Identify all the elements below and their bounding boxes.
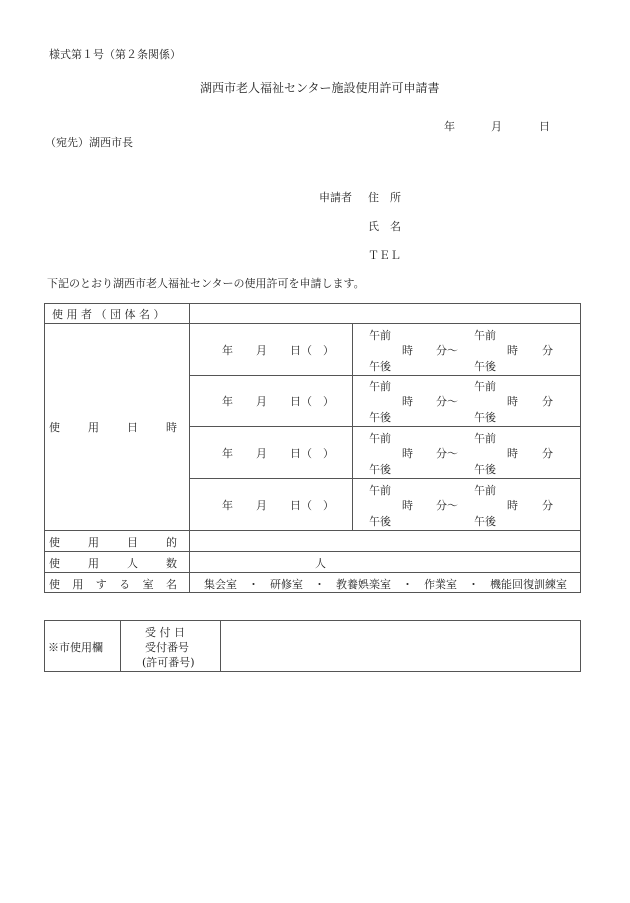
receipt-number-label: 受付番号 <box>145 641 189 654</box>
user-label: 使 用 者 （ 団 体 名 ） <box>52 308 165 321</box>
applicant-tel-label: ＴＥＬ <box>368 249 401 262</box>
count-field[interactable] <box>194 554 314 570</box>
application-table: 使 用 者 （ 団 体 名 ） 使 用 日 時 年 月 日（ ） 午前 午後 時 分〜 午前 午後 時 分 年 月 日（ ） 午前 午後 時 分〜 午前 午後 時 分 年 月 日（ ） 午前 午後 時 分〜 午前 午後 時 分 年 月 日（ ） 午前 午後 時 分〜 午前 午後 時 分 使 用 目 的 使 用 人 数 人 使 用 す る 室 名 集会室 ・ 研修室 ・ 教養娯楽室 ・ 作業室 ・ 機能回復訓練室 <box>44 303 581 593</box>
addressee: （宛先）湖西市長 <box>45 136 133 149</box>
room-options[interactable]: 集会室 ・ 研修室 ・ 教養娯楽室 ・ 作業室 ・ 機能回復訓練室 <box>204 578 567 591</box>
purpose-field[interactable] <box>194 533 574 549</box>
office-use-label: ※市使用欄 <box>48 641 103 654</box>
applicant-label: 申請者 <box>319 191 352 204</box>
count-unit: 人 <box>315 557 326 570</box>
office-use-table <box>44 620 581 672</box>
form-number: 様式第１号（第２条関係） <box>49 48 181 61</box>
count-label: 使 用 人 数 <box>49 557 177 570</box>
form-title: 湖西市老人福祉センター施設使用許可申請書 <box>200 81 440 95</box>
date-year: 年 <box>444 120 455 133</box>
user-name-field[interactable] <box>194 305 574 321</box>
applicant-name-label: 氏 名 <box>368 220 401 233</box>
date-month: 月 <box>491 120 502 133</box>
applicant-address-label: 住 所 <box>368 191 401 204</box>
office-use-field[interactable] <box>225 624 575 668</box>
intro-text: 下記のとおり湖西市老人福祉センターの使用許可を申請します。 <box>47 277 365 290</box>
receipt-date-label: 受 付 日 <box>145 626 185 639</box>
permit-number-label: (許可番号) <box>142 656 195 669</box>
datetime-label: 使 用 日 時 <box>49 421 177 434</box>
room-label: 使 用 す る 室 名 <box>49 578 177 591</box>
date-day: 日 <box>539 120 550 133</box>
purpose-label: 使 用 目 的 <box>49 536 177 549</box>
